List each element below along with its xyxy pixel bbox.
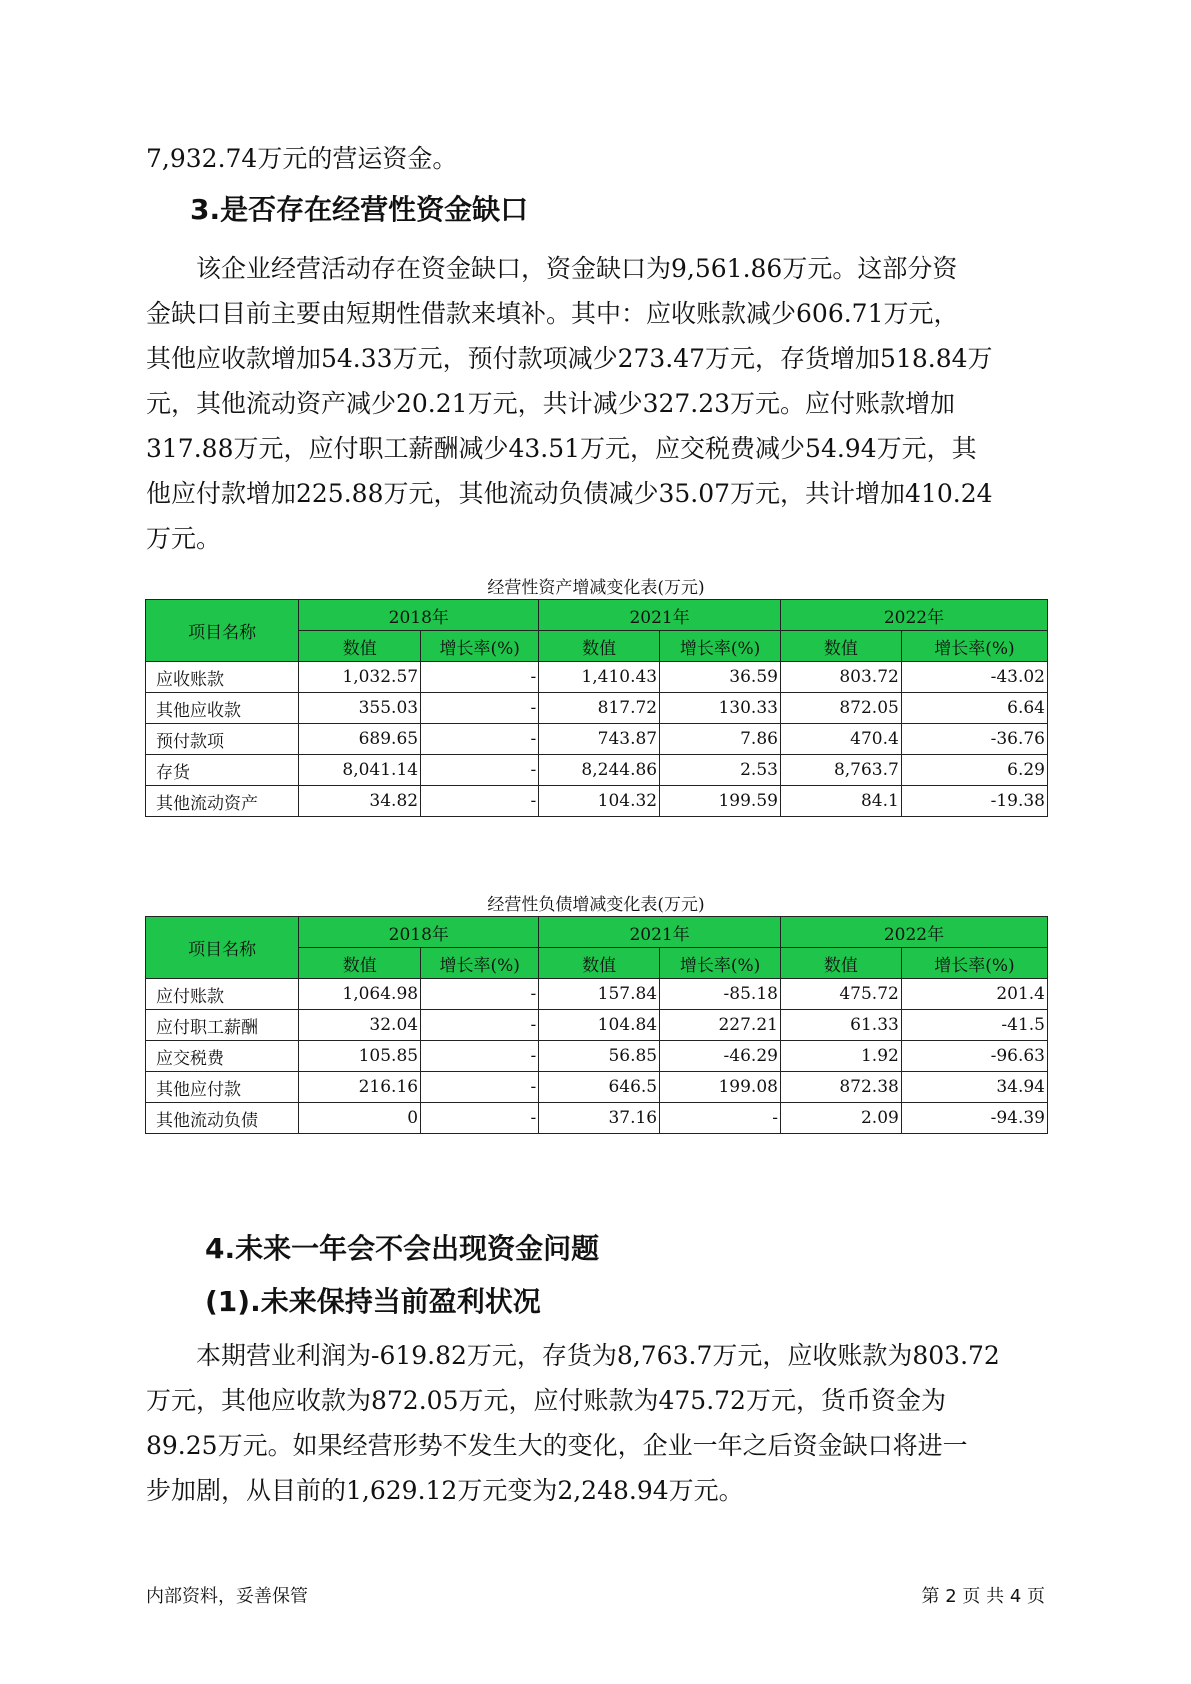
cell: 104.32 <box>539 786 660 817</box>
liabilities-table <box>145 916 1048 1134</box>
paragraph-line: 他应付款增加225.88万元，其他流动负债减少35.07万元，共计增加410.24 <box>146 479 993 508</box>
section-4-paragraph <box>146 1333 1046 1513</box>
header-growth: 增长率(%) <box>901 631 1047 662</box>
table-row <box>146 724 1048 755</box>
cell: 803.72 <box>780 662 901 693</box>
cell: 130.33 <box>660 693 781 724</box>
cell: -43.02 <box>901 662 1047 693</box>
cell: - <box>421 693 539 724</box>
cell: 475.72 <box>780 979 901 1010</box>
cell: - <box>421 1072 539 1103</box>
cell: - <box>421 755 539 786</box>
paragraph-line: 步加剧，从目前的1,629.12万元变为2,248.94万元。 <box>146 1476 744 1505</box>
cell: 227.21 <box>660 1010 781 1041</box>
section-3-heading: 3.是否存在经营性资金缺口 <box>190 193 529 226</box>
table-row <box>146 786 1048 817</box>
cell: 1.92 <box>780 1041 901 1072</box>
paragraph-line: 本期营业利润为-619.82万元，存货为8,763.7万元，应收账款为803.72 <box>196 1341 1000 1370</box>
cell: 56.85 <box>539 1041 660 1072</box>
table-row <box>146 693 1048 724</box>
cell: 199.08 <box>660 1072 781 1103</box>
paragraph-line: 89.25万元。如果经营形势不发生大的变化，企业一年之后资金缺口将进一 <box>146 1431 968 1460</box>
cell: 34.94 <box>901 1072 1047 1103</box>
cell: 105.85 <box>299 1041 421 1072</box>
row-label: 应交税费 <box>146 1041 299 1072</box>
cell: - <box>421 1010 539 1041</box>
header-value: 数值 <box>780 948 901 979</box>
header-year: 2022年 <box>780 917 1047 948</box>
cell: 37.16 <box>539 1103 660 1134</box>
table-row <box>146 662 1048 693</box>
cell: - <box>421 1041 539 1072</box>
cell: 6.29 <box>901 755 1047 786</box>
assets-table <box>145 599 1048 817</box>
section-3-paragraph <box>146 246 1046 561</box>
paragraph-line: 317.88万元，应付职工薪酬减少43.51万元，应交税费减少54.94万元，其 <box>146 434 977 463</box>
intro-paragraph <box>146 136 1046 181</box>
header-item-name: 项目名称 <box>146 917 299 979</box>
cell: 817.72 <box>539 693 660 724</box>
header-year: 2022年 <box>780 600 1047 631</box>
header-value: 数值 <box>539 948 660 979</box>
liabilities-table-caption: 经营性负债增减变化表(万元) <box>487 895 705 915</box>
cell: -41.5 <box>901 1010 1047 1041</box>
paragraph-line: 金缺口目前主要由短期性借款来填补。其中：应收账款减少606.71万元， <box>146 299 959 328</box>
footer-page-number: 第 2 页 共 4 页 <box>921 1586 1045 1607</box>
row-label: 应收账款 <box>146 662 299 693</box>
header-growth: 增长率(%) <box>660 631 781 662</box>
cell: 0 <box>299 1103 421 1134</box>
paragraph-line: 元，其他流动资产减少20.21万元，共计减少327.23万元。应付账款增加 <box>146 389 956 418</box>
cell: - <box>421 1103 539 1134</box>
row-label: 其他流动负债 <box>146 1103 299 1134</box>
cell: 8,763.7 <box>780 755 901 786</box>
cell: 872.38 <box>780 1072 901 1103</box>
row-label: 应付账款 <box>146 979 299 1010</box>
row-label: 存货 <box>146 755 299 786</box>
table-row <box>146 1041 1048 1072</box>
section-4-subheading: (1).未来保持当前盈利状况 <box>205 1285 541 1318</box>
cell: 355.03 <box>299 693 421 724</box>
paragraph-line: 该企业经营活动存在资金缺口，资金缺口为9,561.86万元。这部分资 <box>196 254 958 283</box>
cell: 6.64 <box>901 693 1047 724</box>
cell: - <box>421 724 539 755</box>
cell: 8,041.14 <box>299 755 421 786</box>
header-year: 2021年 <box>539 917 781 948</box>
cell: 1,064.98 <box>299 979 421 1010</box>
assets-table-caption: 经营性资产增减变化表(万元) <box>487 578 705 598</box>
header-value: 数值 <box>780 631 901 662</box>
header-growth: 增长率(%) <box>901 948 1047 979</box>
header-value: 数值 <box>539 631 660 662</box>
cell: 61.33 <box>780 1010 901 1041</box>
cell: 646.5 <box>539 1072 660 1103</box>
row-label: 应付职工薪酬 <box>146 1010 299 1041</box>
table-row <box>146 1103 1048 1134</box>
header-growth: 增长率(%) <box>660 948 781 979</box>
cell: - <box>660 1103 781 1134</box>
cell: - <box>421 979 539 1010</box>
cell: 743.87 <box>539 724 660 755</box>
table-row <box>146 979 1048 1010</box>
cell: 872.05 <box>780 693 901 724</box>
cell: -46.29 <box>660 1041 781 1072</box>
header-year: 2021年 <box>539 600 781 631</box>
paragraph-line: 其他应收款增加54.33万元，预付款项减少273.47万元，存货增加518.84万 <box>146 344 993 373</box>
intro-line: 7,932.74万元的营运资金。 <box>146 144 458 173</box>
cell: 216.16 <box>299 1072 421 1103</box>
cell: 470.4 <box>780 724 901 755</box>
cell: 2.53 <box>660 755 781 786</box>
table-row <box>146 755 1048 786</box>
cell: 84.1 <box>780 786 901 817</box>
header-growth: 增长率(%) <box>421 948 539 979</box>
cell: 34.82 <box>299 786 421 817</box>
cell: 1,410.43 <box>539 662 660 693</box>
cell: 2.09 <box>780 1103 901 1134</box>
cell: 157.84 <box>539 979 660 1010</box>
cell: 104.84 <box>539 1010 660 1041</box>
cell: -94.39 <box>901 1103 1047 1134</box>
cell: 32.04 <box>299 1010 421 1041</box>
row-label: 其他应收款 <box>146 693 299 724</box>
cell: 8,244.86 <box>539 755 660 786</box>
cell: - <box>421 662 539 693</box>
footer-confidential-note: 内部资料，妥善保管 <box>146 1586 308 1607</box>
section-4-heading: 4.未来一年会不会出现资金问题 <box>205 1232 600 1265</box>
table-row <box>146 1072 1048 1103</box>
header-value: 数值 <box>299 631 421 662</box>
cell: 7.86 <box>660 724 781 755</box>
cell: 199.59 <box>660 786 781 817</box>
cell: 201.4 <box>901 979 1047 1010</box>
table-row <box>146 1010 1048 1041</box>
cell: 36.59 <box>660 662 781 693</box>
row-label: 其他应付款 <box>146 1072 299 1103</box>
row-label: 其他流动资产 <box>146 786 299 817</box>
header-year: 2018年 <box>299 600 539 631</box>
paragraph-line: 万元。 <box>146 524 222 553</box>
cell: -85.18 <box>660 979 781 1010</box>
header-year: 2018年 <box>299 917 539 948</box>
header-item-name: 项目名称 <box>146 600 299 662</box>
cell: 689.65 <box>299 724 421 755</box>
cell: -36.76 <box>901 724 1047 755</box>
header-growth: 增长率(%) <box>421 631 539 662</box>
row-label: 预付款项 <box>146 724 299 755</box>
paragraph-line: 万元，其他应收款为872.05万元，应付账款为475.72万元，货币资金为 <box>146 1386 946 1415</box>
cell: 1,032.57 <box>299 662 421 693</box>
header-value: 数值 <box>299 948 421 979</box>
cell: -19.38 <box>901 786 1047 817</box>
cell: -96.63 <box>901 1041 1047 1072</box>
cell: - <box>421 786 539 817</box>
